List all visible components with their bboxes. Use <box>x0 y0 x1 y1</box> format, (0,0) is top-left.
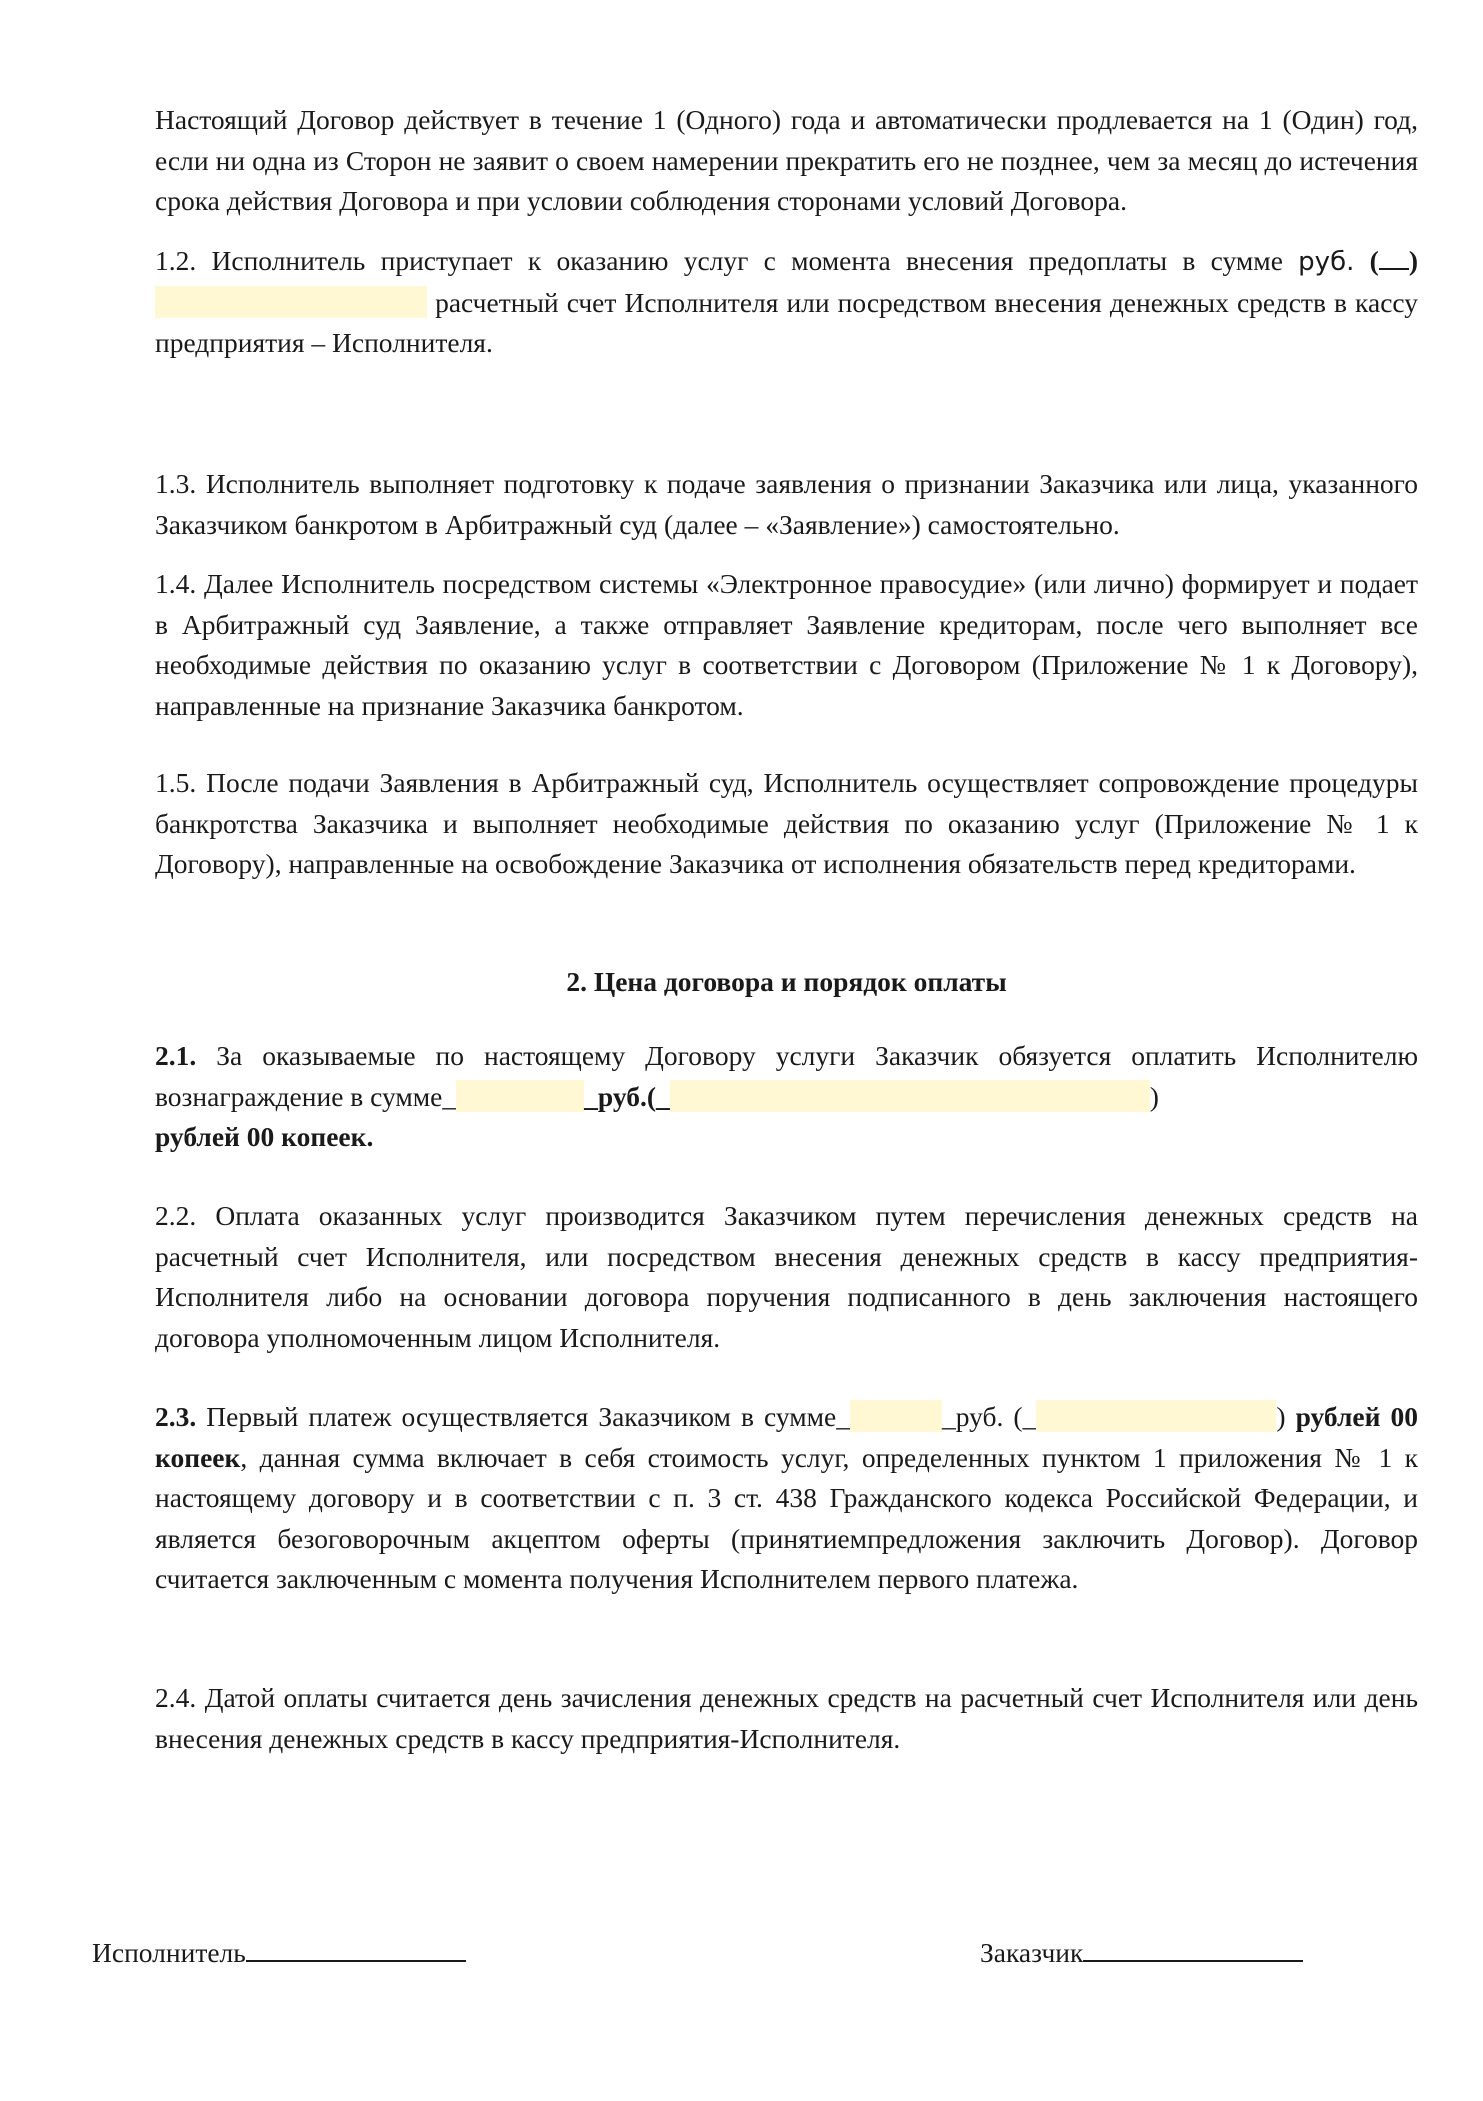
paragraph-2-3 <box>155 1397 1418 1600</box>
p1-2-text-a: 1.2. Исполнитель приступает к оказанию услуг с момента внесения предоплаты в сумме <box>155 245 1299 276</box>
p2-3-redacted-words <box>1036 1400 1276 1432</box>
customer-signature <box>980 1933 1303 1973</box>
p1-2-text-b: расчетный счет Исполнителя или посредством внесения денежных средств в кассу предприятия – Исполнителя. <box>155 286 1418 358</box>
p2-1-text-a: За оказываемые по настоящему Договору услуги Заказчик обязуется оплатить Исполнителю вознаграждение в сумме_ <box>155 1040 1418 1112</box>
p2-3-text-b: , данная сумма включает в себя стоимость услуг, определенных пунктом 1 приложения № 1 к настоящему договору и в соответствии с п. 3 ст. 438 Гражданского кодекса Российской Федерации, и является безоговорочным акцептом оферты (принятиемпредложения заключить Договор). Договор считается заключенным с момента получения Исполнителем первого платежа. <box>155 1441 1418 1594</box>
p2-3-number: 2.3. <box>155 1401 197 1432</box>
p2-3-bold-mid: рублей 00 копеек <box>155 1401 1418 1473</box>
p2-3-redacted-amount <box>850 1400 942 1432</box>
paragraph-2-2: 2.2. Оплата оказанных услуг производится Заказчиком путем перечисления денежных средств на расчетный счет Исполнителя, или посредством внесения денежных средств в кассу предприятия-Исполнителя либо на основании договора поручения подписанного в день заключения настоящего договора уполномоченным лицом Исполнителя. <box>155 1200 1418 1353</box>
p2-1-tail: рублей 00 копеек. <box>155 1121 374 1152</box>
p2-1-number: 2.1. <box>155 1040 197 1071</box>
p2-1-paren-close: ) <box>1149 1080 1159 1112</box>
p2-3-rub: _руб. (_ <box>941 1401 1037 1432</box>
paragraph-1-3: 1.3. Исполнитель выполняет подготовку к подаче заявления о признании Заказчика или лица, указанного Заказчиком банкротом в Арбитражный суд (далее – «Заявление») самостоятельно. <box>155 468 1418 540</box>
executor-signature <box>92 1933 466 1973</box>
p1-2-paren-close: ) <box>1408 245 1418 276</box>
p2-3-paren-close: ) <box>1276 1401 1286 1432</box>
p1-2-redacted-field <box>155 286 427 318</box>
customer-label: Заказчик <box>980 1937 1084 1968</box>
p2-3-text-a: Первый платеж осуществляется Заказчиком в сумме_ <box>196 1401 850 1432</box>
paragraph-2-1 <box>155 1036 1418 1158</box>
p2-1-rub: _руб.(_ <box>584 1080 670 1112</box>
p1-2-rub: руб. <box>1298 247 1355 277</box>
p1-2-paren-open: ( <box>1369 245 1379 276</box>
paragraph-1-2 <box>155 241 1418 364</box>
p2-1-redacted-words <box>670 1080 1150 1112</box>
paragraph-1-5: 1.5. После подачи Заявления в Арбитражный суд, Исполнитель осуществляет сопровождение процедуры банкротства Заказчика и выполняет необходимые действия по оказанию услуг (Приложение № 1 к Договору), направленные на освобождение Заказчика от исполнения обязательств перед кредиторами. <box>155 767 1418 879</box>
customer-signature-line[interactable] <box>1083 1934 1303 1962</box>
p2-1-redacted-amount <box>456 1080 584 1112</box>
paragraph-term: Настоящий Договор действует в течение 1 (Одного) года и автоматически продлевается на 1 (Один) год, если ни одна из Сторон не заявит о своем намерении прекратить его не позднее, чем за месяц до истечения срока действия Договора и при условии соблюдения сторонами условий Договора. <box>155 104 1418 216</box>
executor-label: Исполнитель <box>92 1937 246 1968</box>
section-2-heading: 2. Цена договора и порядок оплаты <box>566 966 1007 997</box>
p1-2-blank-amount[interactable] <box>1379 244 1409 270</box>
paragraph-2-4: 2.4. Датой оплаты считается день зачисления денежных средств на расчетный счет Исполнителя или день внесения денежных средств в кассу предприятия-Исполнителя. <box>155 1682 1418 1754</box>
executor-signature-line[interactable] <box>246 1934 466 1962</box>
paragraph-1-4: 1.4. Далее Исполнитель посредством системы «Электронное правосудие» (или лично) формирует и подает в Арбитражный суд Заявление, а также отправляет Заявление кредиторам, после чего выполняет все необходимые действия по оказанию услуг в соответствии с Договором (Приложение № 1 к Договору), направленные на признание Заказчика банкротом. <box>155 568 1418 721</box>
